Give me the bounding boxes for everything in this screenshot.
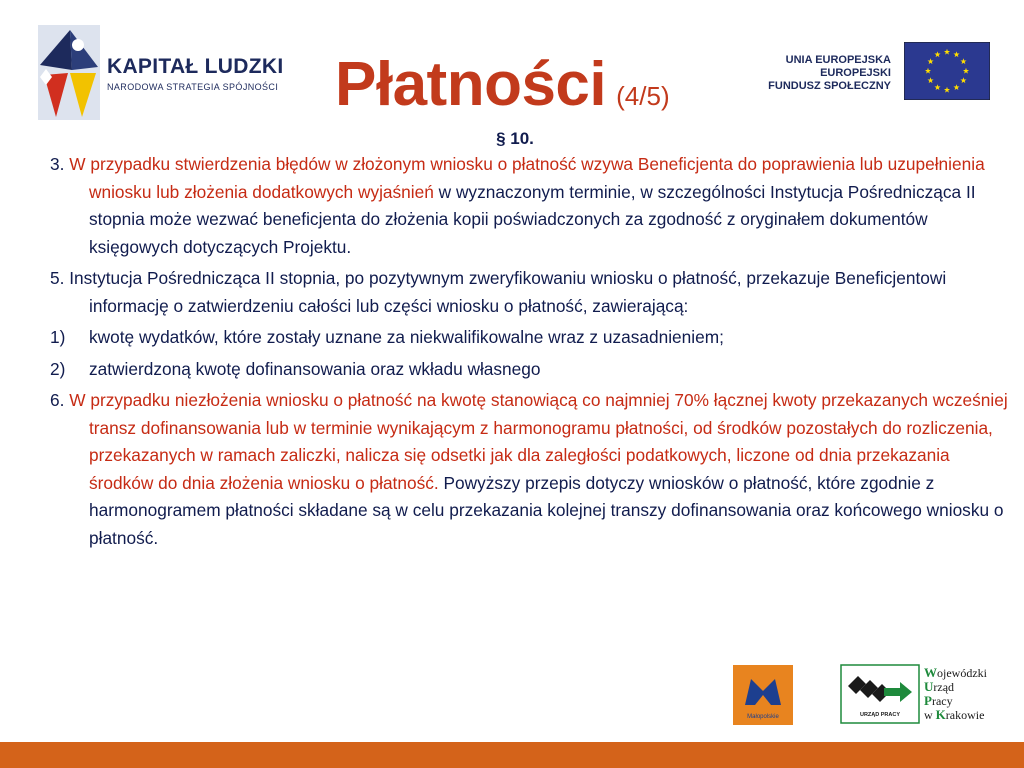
paragraph-text: w wyznaczonym terminie, w szczególności Instytucja Pośrednicząca II stopnia może wezwać beneficjenta do złożenia kopii poświadczonych za zgodność z oryginałem dokumentów księgowych dotyczących Projektu. xyxy=(89,181,976,257)
paragraph-number: 6. xyxy=(50,390,65,410)
list-item-2 xyxy=(50,356,1010,384)
eu-flag-icon xyxy=(904,42,990,100)
document-body xyxy=(50,127,1010,556)
highlighted-text: W przypadku stwierdzenia błędów w złożonym wniosku o płatność wzywa Beneficjenta do poprawienia lub uzupełnienia wniosku lub złożenia dodatkowych wyjaśnień xyxy=(69,154,985,202)
eu-line2: EUROPEJSKI xyxy=(820,67,891,79)
wup-word: w xyxy=(924,708,936,722)
paragraph-number: 3. xyxy=(50,154,65,174)
paragraph-3 xyxy=(50,151,1010,261)
wup-initial: W xyxy=(924,665,937,680)
wup-word: ojewódzki xyxy=(937,666,987,680)
wup-word: racy xyxy=(931,694,953,708)
wup-logo-icon xyxy=(840,664,920,724)
kapital-ludzki-subtitle: NARODOWA STRATEGIA SPÓJNOŚCI xyxy=(107,82,279,92)
malopolskie-logo xyxy=(733,665,793,725)
malopolskie-text: Małopolskie xyxy=(747,714,779,720)
paragraph-6 xyxy=(50,387,1010,552)
paragraph-text: Powyższy przepis dotyczy wniosków o płatność, które zgodnie z harmonogramem płatności składane są w celu przekazania kolejnej transzy dofinansowania oraz końcowego wniosku o płatność. xyxy=(89,472,1004,548)
eu-line3: FUNDUSZ SPOŁECZNY xyxy=(768,80,891,92)
title-part: (4/5) xyxy=(616,81,670,111)
list-item-1 xyxy=(50,324,1010,352)
paragraph-text: Instytucja Pośrednicząca II stopnia, po pozytywnym zweryfikowaniu wniosku o płatność, przekazuje Beneficjentowi informację o zatwierdzeniu całości lub części wniosku o płatność, zawierającą: xyxy=(69,268,947,316)
section-heading: § 10. xyxy=(496,129,534,148)
eu-line1: UNIA EUROPEJSKA xyxy=(785,54,891,66)
wup-initial: P xyxy=(924,693,932,708)
page-title xyxy=(335,50,670,120)
list-item-text: kwotę wydatków, które zostały uznane za niekwalifikowalne wraz z uzasadnieniem; xyxy=(89,327,724,347)
wup-initial: K xyxy=(935,707,946,722)
wup-word: rakowie xyxy=(945,708,985,722)
paragraph-5 xyxy=(50,265,1010,320)
paragraph-number: 5. xyxy=(50,268,65,288)
title-text: Płatności xyxy=(335,50,607,119)
bottom-bar xyxy=(0,742,1024,768)
list-marker: 2) xyxy=(50,358,66,379)
highlighted-text: W przypadku niezłożenia wniosku o płatność na kwotę stanowiącą co najmniej 70% łącznej kwoty przekazanych wcześniej transz dofinansowania lub w terminie wynikającym z harmonogramu płatności, od środków pozostałych do rozliczenia, przekazanych w ramach zaliczki, nalicza się odsetki jak dla zaległości podatkowych, liczone od dnia przekazania środków do dnia złożenia wniosku o płatność. xyxy=(69,390,1008,493)
list-item-text: zatwierdzoną kwotę dofinansowania oraz wkładu własnego xyxy=(89,358,541,379)
eu-logo-text xyxy=(768,54,891,93)
wup-initial: U xyxy=(924,679,934,694)
list-marker: 1) xyxy=(50,327,66,347)
wup-name xyxy=(924,666,987,722)
kapital-ludzki-title: KAPITAŁ LUDZKI xyxy=(107,55,284,78)
wup-word: rząd xyxy=(933,680,955,694)
wup-badge-text: URZĄD PRACY xyxy=(859,712,901,718)
